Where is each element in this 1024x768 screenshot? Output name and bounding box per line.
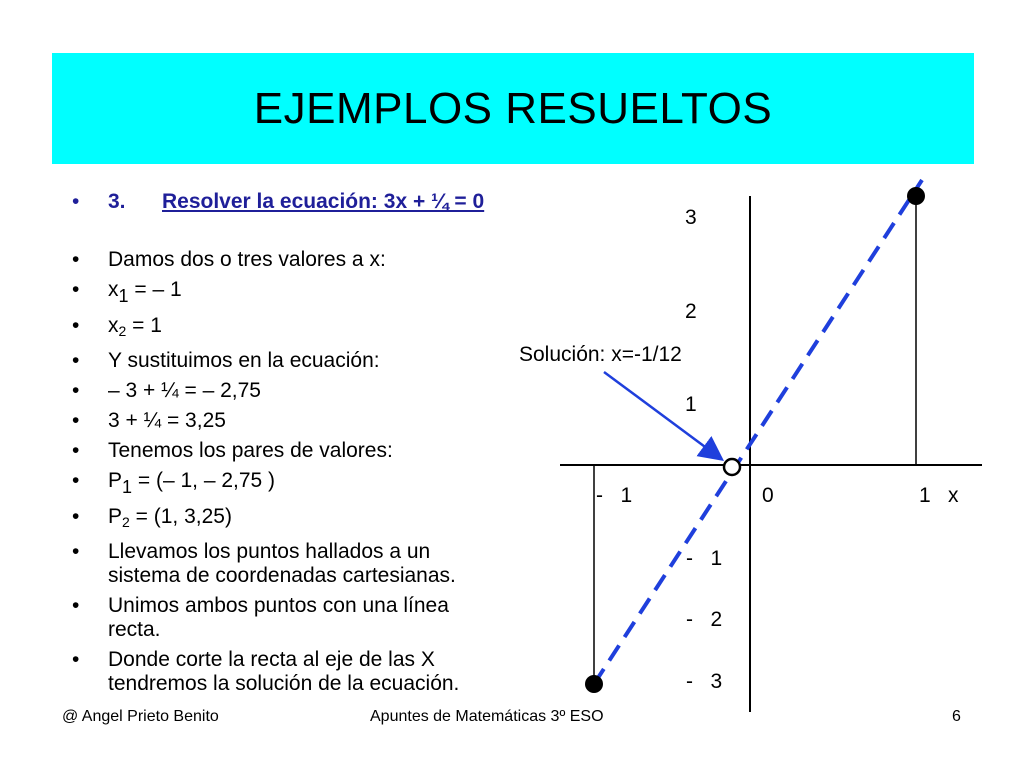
- footer-author: @ Angel Prieto Benito: [62, 708, 219, 725]
- bullet-item: • Llevamos los puntos hallados a un sistema de coordenadas cartesianas.: [70, 540, 560, 588]
- bullet-item: • Donde corte la recta al eje de las X tendremos la solución de la ecuación.: [70, 648, 560, 696]
- bullet-item: • P1 = (– 1, – 2,75 ): [70, 469, 560, 499]
- bullet-item: • – 3 + ¼ = – 2,75: [70, 379, 560, 403]
- footer-page-number: 6: [952, 708, 961, 725]
- solution-line: [594, 180, 922, 684]
- bullet-item: • Y sustituimos en la ecuación:: [70, 349, 560, 373]
- x-tick-0: 0: [762, 484, 774, 507]
- y-tick-2: 2: [685, 300, 697, 323]
- footer-course: Apuntes de Matemáticas 3º ESO: [370, 708, 604, 725]
- solution-arrow: [604, 372, 720, 458]
- x-tick-1: 1: [919, 484, 931, 507]
- y-tick-1: 1: [685, 393, 697, 416]
- bullet-item: • Damos dos o tres valores a x:: [70, 248, 560, 272]
- y-tick-3: 3: [685, 206, 697, 229]
- bullet-item: • 3 + ¼ = 3,25: [70, 409, 560, 433]
- heading-number: 3.: [108, 190, 126, 213]
- data-point-p2: [907, 187, 925, 205]
- bullet-item: • $x_2 = 1$: [70, 314, 560, 343]
- solution-point: [724, 459, 740, 475]
- slide-title: EJEMPLOS RESUELTOS: [253, 83, 773, 133]
- bullet-item: • Tenemos los pares de valores:: [70, 439, 560, 463]
- bullet-item: • $P_2 = (1$, 3,25): [70, 505, 560, 534]
- x-tick-minus-1: - 1: [596, 484, 633, 507]
- bullet-item: • Unimos ambos puntos con una línea recta.: [70, 594, 560, 642]
- solution-label: Solución: x=-1/12: [519, 343, 682, 366]
- data-point-p1: [585, 675, 603, 693]
- y-tick-minus-2: - 2: [686, 608, 723, 631]
- heading-text: Resolver la ecuación: 3x + ¼ = 0: [162, 190, 485, 213]
- x-axis-label: x: [948, 484, 959, 507]
- y-tick-minus-3: - 3: [686, 670, 723, 693]
- y-tick-minus-1: - 1: [686, 547, 723, 570]
- bullet-item: • x1 = – 1: [70, 278, 560, 308]
